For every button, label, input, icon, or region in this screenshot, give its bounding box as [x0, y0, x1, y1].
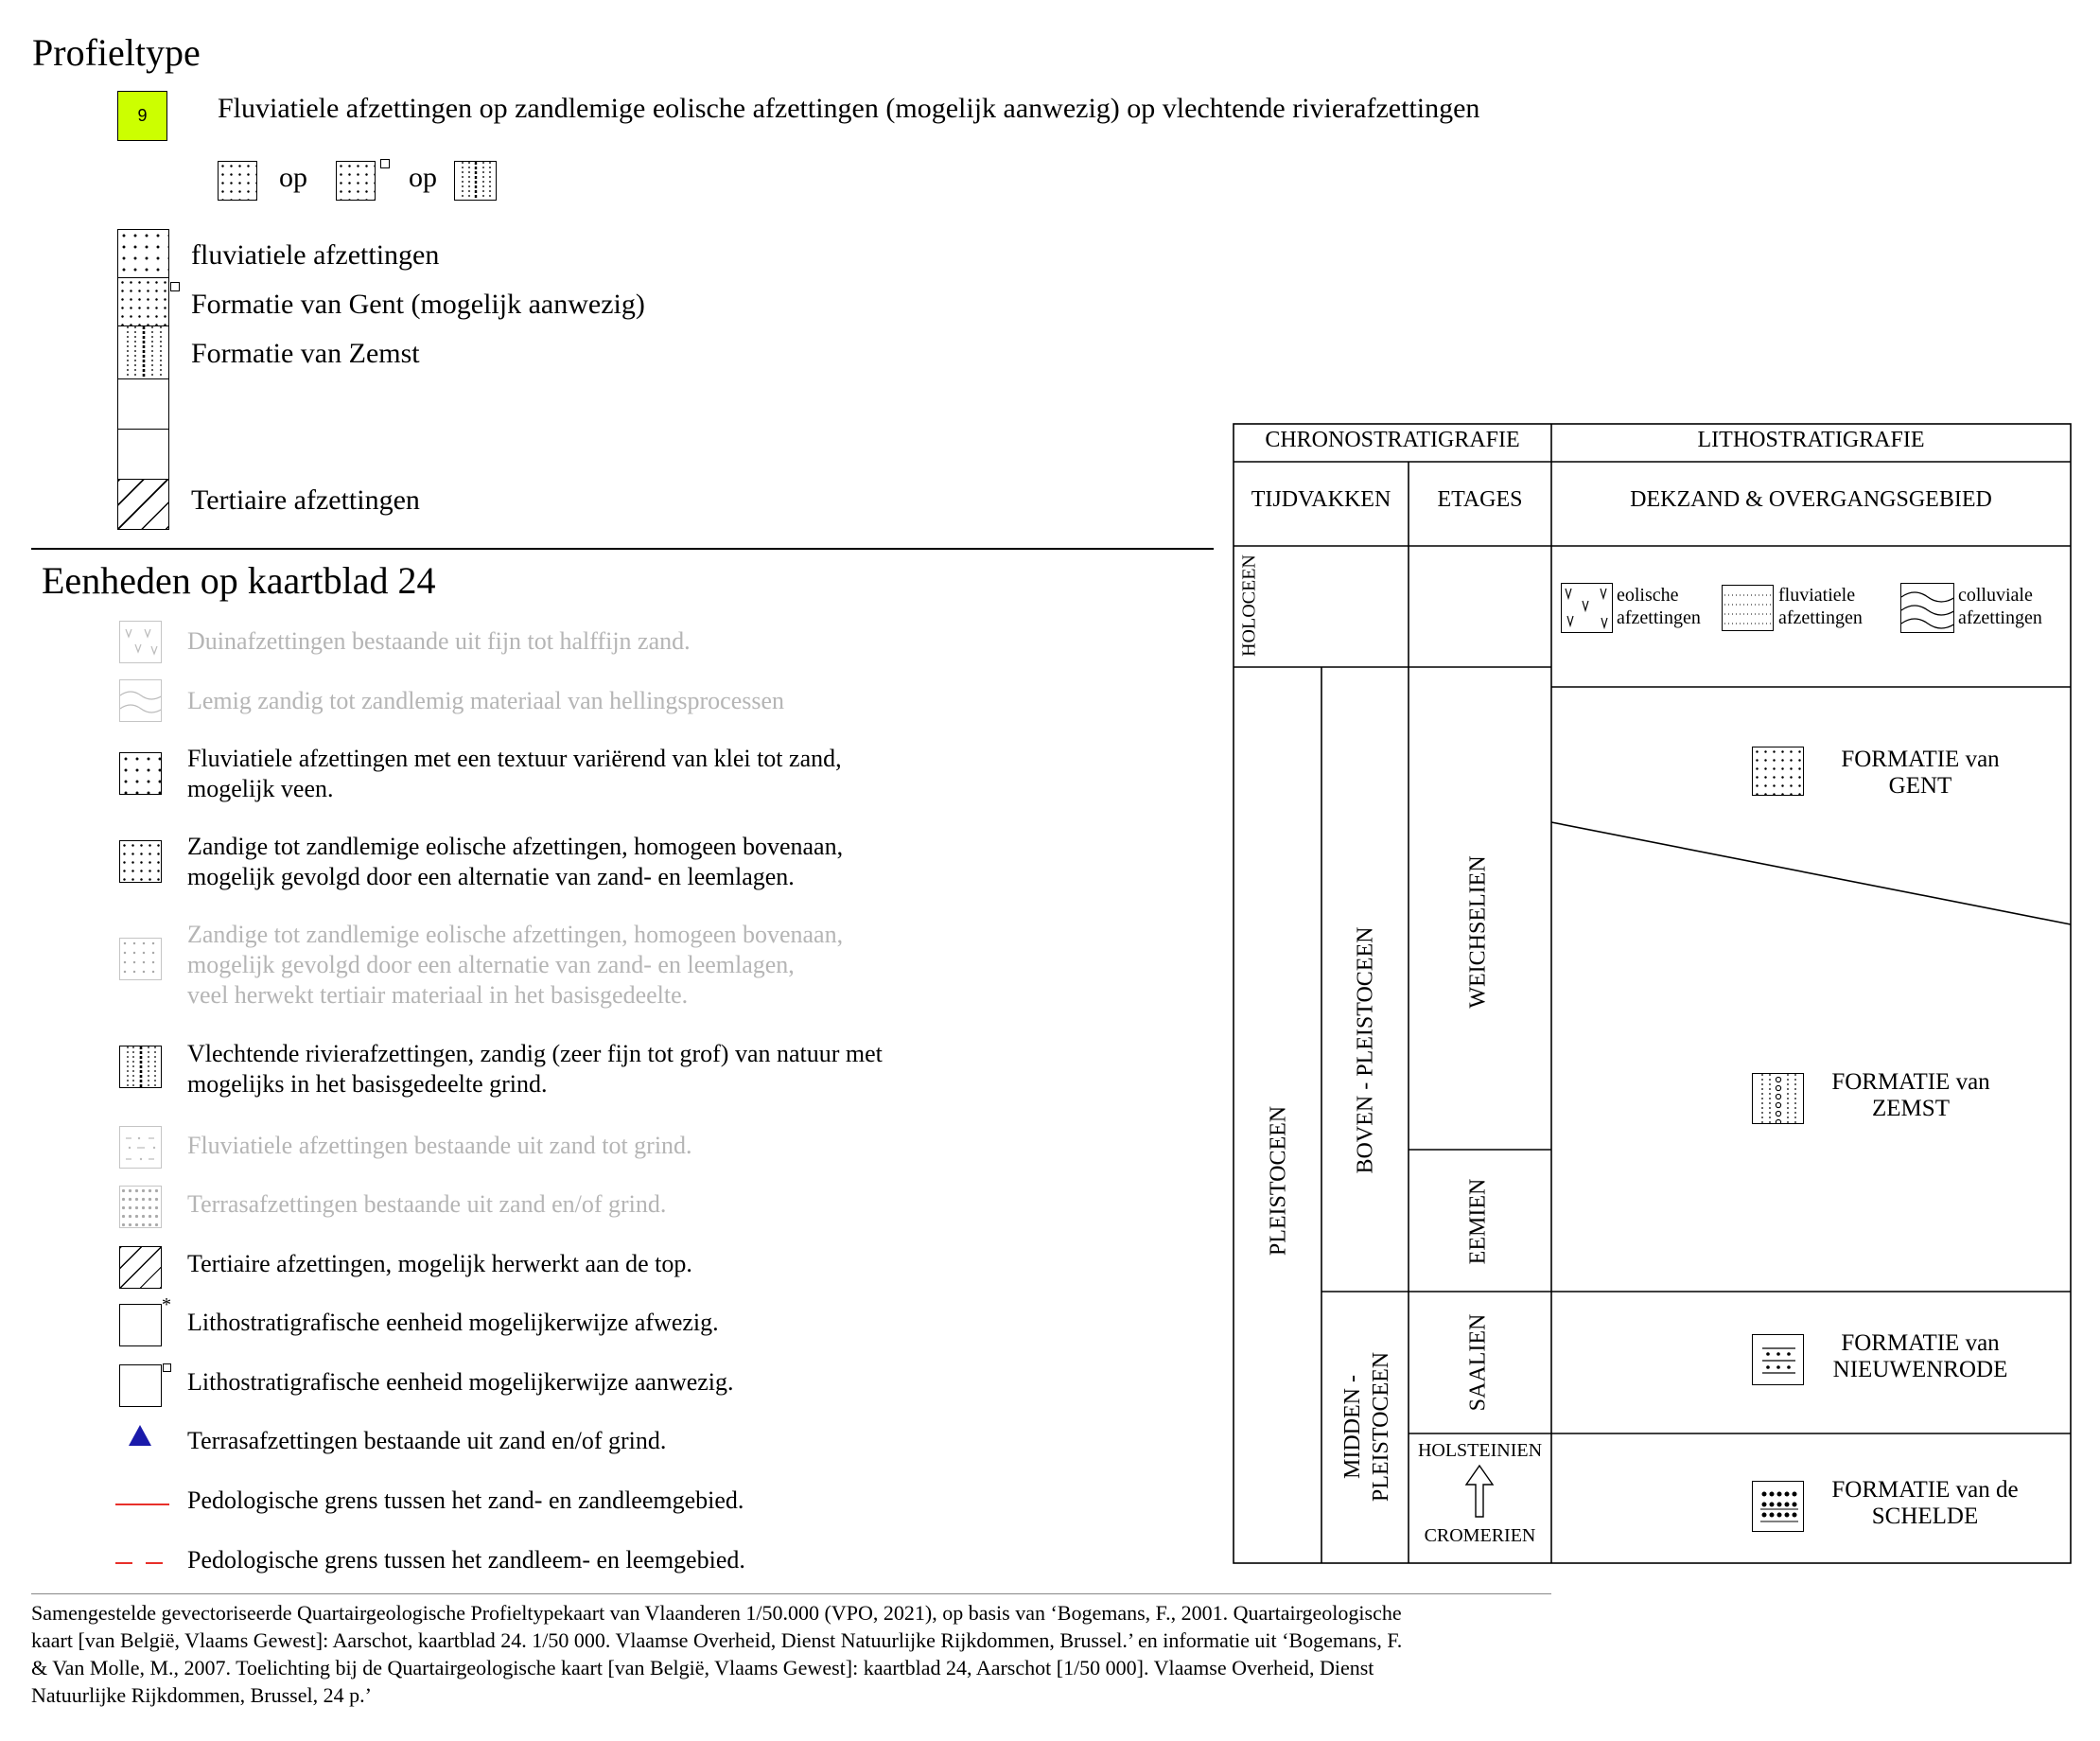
holsteinien-label: HOLSTEINIEN [1417, 1440, 1543, 1461]
legend-item-duin: Duinafzettingen bestaande uit fijn tot halffijn zand. [187, 627, 691, 655]
formatie-line: GENT [1888, 773, 1952, 799]
badge-number: 9 [137, 106, 148, 125]
midden-pleistoceen-label [1339, 1352, 1395, 1502]
legend-line: afzettingen [1617, 607, 1701, 628]
profieltype-heading: Profieltype [32, 31, 201, 74]
profieltype-description: Fluviatiele afzettingen op zandlemige eolische afzettingen (mogelijk aanwezig) op vlechtende rivierafzettingen [218, 93, 1480, 124]
source-note [31, 1599, 1402, 1709]
arrow-up-icon [1461, 1464, 1498, 1519]
legend-line: fluviatiele [1778, 585, 1856, 606]
legend-line: afzettingen [1778, 607, 1863, 628]
source-line: Natuurlijke Rijkdommen, Brussel, 24 p.’ [31, 1683, 372, 1707]
formatie-nieuwenrode-label [1807, 1330, 2034, 1383]
midden-line-1: MIDDEN - [1340, 1375, 1365, 1479]
chrono-header: CHRONOSTRATIGRAFIE [1265, 428, 1520, 452]
source-line: Samengestelde gevectoriseerde Quartairgeologische Profieltypekaart van Vlaanderen 1/50.000 (VPO, 2021), op basis van ‘Bogemans, F., 2001. Quartairgeologische [31, 1601, 1402, 1625]
legend-line: mogelijk gevolgd door een alternatie van zand- en leemlagen, [187, 951, 795, 978]
legend-item-grens-leem: Pedologische grens tussen het zandleem- en leemgebied. [187, 1546, 745, 1574]
asterisk-icon: * [162, 1294, 171, 1315]
formatie-gent-symbol [1752, 747, 1804, 796]
column-label-tertiair: Tertiaire afzettingen [191, 484, 420, 516]
eolisch-legend-symbol [1561, 583, 1613, 633]
formatie-gent-label [1816, 747, 2024, 800]
legend-item-grens-zand: Pedologische grens tussen het zand- en zandleemgebied. [187, 1486, 744, 1514]
legend-item-helling: Lemig zandig tot zandlemig materiaal van hellingsprocessen [187, 687, 785, 714]
source-line: kaart [van België, Vlaams Gewest]: Aarschot, kaartblad 24. 1/50 000. Vlaamse Overheid, Dienst Natuurlijke Rijkdommen, Brussel.’ en informatie uit ‘Bogemans, F. [31, 1628, 1403, 1652]
formatie-zemst-label [1807, 1069, 2015, 1122]
legend-item-terras: Terrasafzettingen bestaande uit zand en/of grind. [187, 1427, 667, 1454]
etages-header: ETAGES [1437, 487, 1523, 512]
op-label-1: op [279, 162, 307, 193]
formatie-line: ZEMST [1872, 1096, 1950, 1121]
legend-item-fluviatiel-grind: Fluviatiele afzettingen bestaande uit zand tot grind. [187, 1132, 692, 1159]
legend-line: Vlechtende rivierafzettingen, zandig (zeer fijn tot grof) van natuur met [187, 1040, 883, 1067]
legend-line: mogelijks in het basisgedeelte grind. [187, 1070, 548, 1098]
formatie-nieuwenrode-symbol [1752, 1334, 1804, 1385]
colluviaal-legend-symbol [1900, 583, 1954, 633]
legend-line: Zandige tot zandlemige eolische afzettingen, homogeen bovenaan, [187, 921, 844, 948]
legend-line: mogelijk gevolgd door een alternatie van zand- en leemlagen. [187, 863, 795, 890]
op-label-2: op [409, 162, 437, 193]
colluviaal-legend-label [1958, 584, 2042, 629]
legend-line: Fluviatiele afzettingen met een textuur variërend van klei tot zand, [187, 745, 842, 772]
boven-pleistoceen-label: BOVEN - PLEISTOCEEN [1353, 926, 1378, 1174]
formatie-line: FORMATIE van [1841, 1330, 2000, 1356]
legend-line: mogelijk veen. [187, 775, 334, 802]
formatie-line: NIEUWENRODE [1832, 1357, 2008, 1382]
legend-item-aanwezig: Lithostratigrafische eenheid mogelijkerwijze aanwezig. [187, 1368, 734, 1396]
holoceen-label: HOLOCEEN [1238, 554, 1260, 657]
legend-item-afwezig: Lithostratigrafische eenheid mogelijkerwijze afwezig. [187, 1309, 719, 1336]
eemien-label: EEMIEN [1465, 1178, 1491, 1265]
cromerien-label: CROMERIEN [1424, 1525, 1536, 1546]
legend-line: colluviale [1958, 585, 2033, 606]
litho-header: LITHOSTRATIGRAFIE [1697, 428, 1925, 452]
legend-line: Zandige tot zandlemige eolische afzettingen, homogeen bovenaan, [187, 833, 844, 860]
formatie-zemst-symbol [1752, 1073, 1804, 1124]
legend-line: eolische [1617, 585, 1679, 606]
weichselien-label: WEICHSELIEN [1465, 855, 1491, 1009]
fluviatiel-legend-symbol [1722, 585, 1774, 631]
saalien-label: SAALIEN [1465, 1313, 1491, 1412]
formatie-line: FORMATIE van de [1831, 1477, 2019, 1503]
legend-line: veel herwekt tertiair materiaal in het basisgedeelte. [187, 981, 689, 1009]
formatie-schelde-symbol [1752, 1481, 1804, 1532]
tijdvakken-header: TIJDVAKKEN [1251, 487, 1391, 512]
eolisch-legend-label [1617, 584, 1701, 629]
column-label-zemst: Formatie van Zemst [191, 338, 420, 369]
formatie-line: FORMATIE van [1841, 747, 2000, 772]
column-label-gent: Formatie van Gent (mogelijk aanwezig) [191, 289, 645, 320]
formatie-schelde-label [1797, 1477, 2053, 1530]
midden-line-2: PLEISTOCEEN [1369, 1351, 1393, 1503]
source-divider [31, 1593, 1551, 1594]
legend-line: afzettingen [1958, 607, 2042, 628]
dekzand-header: DEKZAND & OVERGANGSGEBIED [1630, 487, 1992, 512]
legend-item-tertiair: Tertiaire afzettingen, mogelijk herwerkt aan de top. [187, 1250, 692, 1277]
column-label-fluviatiel: fluviatiele afzettingen [191, 239, 440, 271]
pleistoceen-label: PLEISTOCEEN [1266, 1105, 1291, 1257]
source-line: & Van Molle, M., 2007. Toelichting bij de Quartairgeologische kaart [van België, Vlaams Gewest]: kaartblad 24, Aarschot [1/50 000]. Vlaamse Overheid, Dienst [31, 1656, 1374, 1679]
legend-item-terras-grey: Terrasafzettingen bestaande uit zand en/of grind. [187, 1190, 667, 1218]
eenheden-heading: Eenheden op kaartblad 24 [42, 559, 436, 602]
formatie-line: FORMATIE van [1831, 1069, 1990, 1095]
formatie-line: SCHELDE [1871, 1504, 1979, 1529]
fluviatiel-legend-label [1778, 584, 1863, 629]
